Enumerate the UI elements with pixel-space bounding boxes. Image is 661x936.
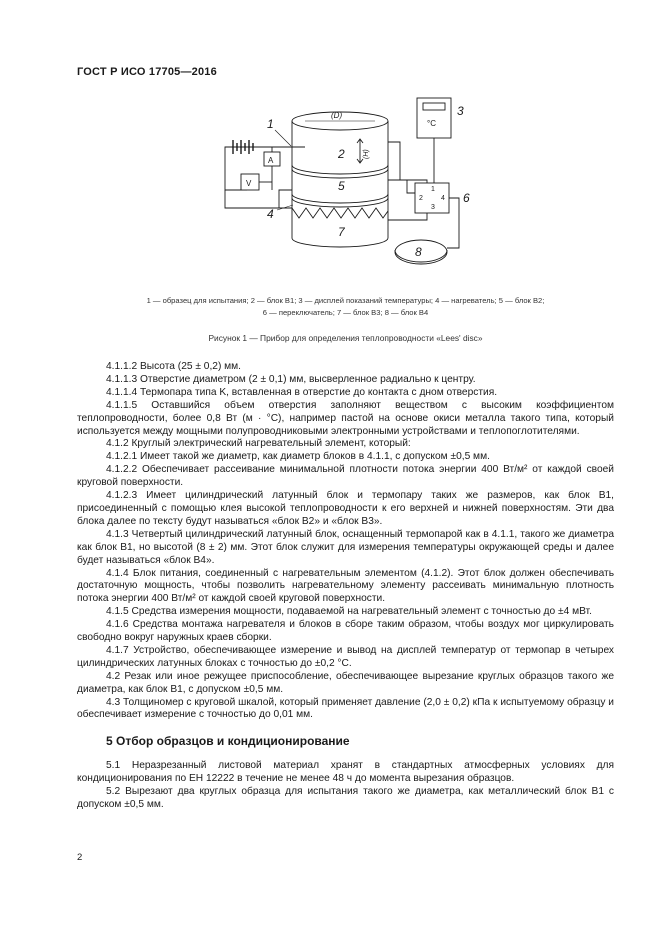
paragraph: 4.1.7 Устройство, обеспечивающее измерение и вывод на дисплей температур от термопар в четырех цилиндрических латунных блоках с точностью до ±0,2 °C.	[77, 644, 614, 669]
figure-caption: Рисунок 1 — Прибор для определения теплопроводности «Lees' disc»	[208, 333, 483, 343]
dim-h-label: (H)	[363, 149, 370, 159]
paragraph: 4.1.1.4 Термопара типа K, вставленная в отверстие до контакта с дном отверстия.	[106, 386, 498, 398]
block-b1-bottom	[292, 165, 388, 174]
paragraph: 4.1.1.2 Высота (25 ± 0,2) мм.	[106, 361, 241, 372]
paragraph: 4.1.2 Круглый электрический нагревательный элемент, который:	[106, 438, 411, 450]
legend-line-1: 1 — образец для испытания; 2 — блок B1; 3 — дисплей показаний температуры; 4 — нагреватель; 5 — блок B2;	[146, 296, 545, 305]
paragraph: 4.1.4 Блок питания, соединенный с нагревательным элементом (4.1.2). Этот блок должен обеспечивать достаточную мощность, чтобы позволить нагревательному элементу рассеивать минимальную плотность потока энергии 400 Вт/м² от каждой своей круговой поверхности.	[77, 567, 614, 605]
paragraph: 4.1.2.2 Обеспечивает рассеивание минимальной плотности потока энергии 400 Вт/м² от каждой своей круговой поверхности.	[77, 464, 614, 489]
voltmeter-label: V	[246, 179, 252, 188]
figure-legend	[77, 295, 614, 319]
paragraph: 4.1.3 Четвертый цилиндрический латунный блок, оснащенный термопарой как в 4.1.1, такого же диаметра как блок B1, но высотой (8 ± 2) мм. Этот блок служит для измерения температуры окружающей среды и далее будет называться «блок B4».	[77, 528, 614, 566]
legend-line-2: 6 — переключатель; 7 — блок B3; 8 — блок B4	[262, 308, 429, 317]
document-body	[77, 361, 614, 812]
paragraph: 5.2 Вырезают два круглых образца для испытания такого же диаметра, как металлический блок B1 с допуском ±0,5 мм.	[77, 786, 614, 810]
paragraph: 4.1.1.3 Отверстие диаметром (2 ± 0,1) мм, высверленное радиально к центру.	[106, 373, 476, 385]
paragraph: 4.1.6 Средства монтажа нагревателя и блоков в сборе таким образом, чтобы воздух мог циркулировать свободно вокруг наружных краев сборки.	[77, 619, 614, 644]
label-6: 6	[463, 191, 470, 205]
switch-port-2: 2	[419, 195, 423, 202]
paragraph: 4.3 Толщиномер с круговой шкалой, который применяет давление (2,0 ± 0,2) кПа к испытуемому образцу и обеспечивает измерение с точностью до 0,01 мм.	[77, 696, 614, 721]
label-2: 2	[338, 147, 345, 161]
page-number: 2	[77, 852, 83, 863]
switch-port-3: 3	[431, 204, 435, 211]
display-unit: °C	[427, 119, 436, 128]
paragraph: 4.2 Резак или иное режущее приспособление, обеспечивающее вырезание круглых образцов такого же диаметра, как блок B1, с допуском ±0,5 мм.	[77, 670, 614, 695]
block-b3-bottom	[292, 238, 388, 247]
temperature-display	[417, 98, 451, 138]
heater-zigzag	[292, 208, 388, 218]
label-5: 5	[338, 179, 345, 193]
switch-port-1: 1	[431, 186, 435, 193]
paragraph: 4.1.2.1 Имеет такой же диаметр, как диаметр блоков в 4.1.1, с допуском ±0,5 мм.	[106, 451, 490, 463]
label-4: 4	[267, 207, 274, 221]
block-b2-bottom	[292, 194, 388, 203]
paragraph: 5.1 Неразрезанный листовой материал хранят в стандартных атмосферных условиях для кондиционирования по ЕН 12222 в течение не менее 48 ч до момента вырезания образцов.	[77, 760, 614, 785]
paragraph: 4.1.5 Средства измерения мощности, подаваемой на нагревательный элемент с точностью до ±4 мВт.	[106, 606, 592, 618]
paragraph: 4.1.2.3 Имеет цилиндрический латунный блок и термопару таких же размеров, как блок B1, присоединенный с помощью клея высокой теплопроводности к его верхней и нижней поверхностям. Эти два блока далее по тексту будут называться «блок B2» и «блок B3».	[77, 490, 614, 527]
document-header: ГОСТ Р ИСО 17705—2016	[77, 66, 217, 78]
paragraph: 4.1.1.5 Оставшийся объем отверстия заполняют веществом с высоким коэффициентом теплопроводности, более 0,8 Вт (м · °C), например пастой на основе окиси металла такого типа, который используется между мощными полупроводниковыми электронными устройствами и теплопоглотителями.	[77, 399, 614, 437]
label-8: 8	[415, 245, 422, 259]
ammeter-label: A	[268, 156, 274, 165]
switch-port-4: 4	[441, 195, 445, 202]
section-heading: 5 Отбор образцов и кондиционирование	[106, 734, 350, 749]
label-1: 1	[267, 117, 274, 131]
dim-d-label: (D)	[331, 111, 343, 120]
label-3: 3	[457, 104, 464, 118]
label-7: 7	[338, 225, 345, 239]
lees-disc-apparatus-diagram	[195, 90, 485, 290]
